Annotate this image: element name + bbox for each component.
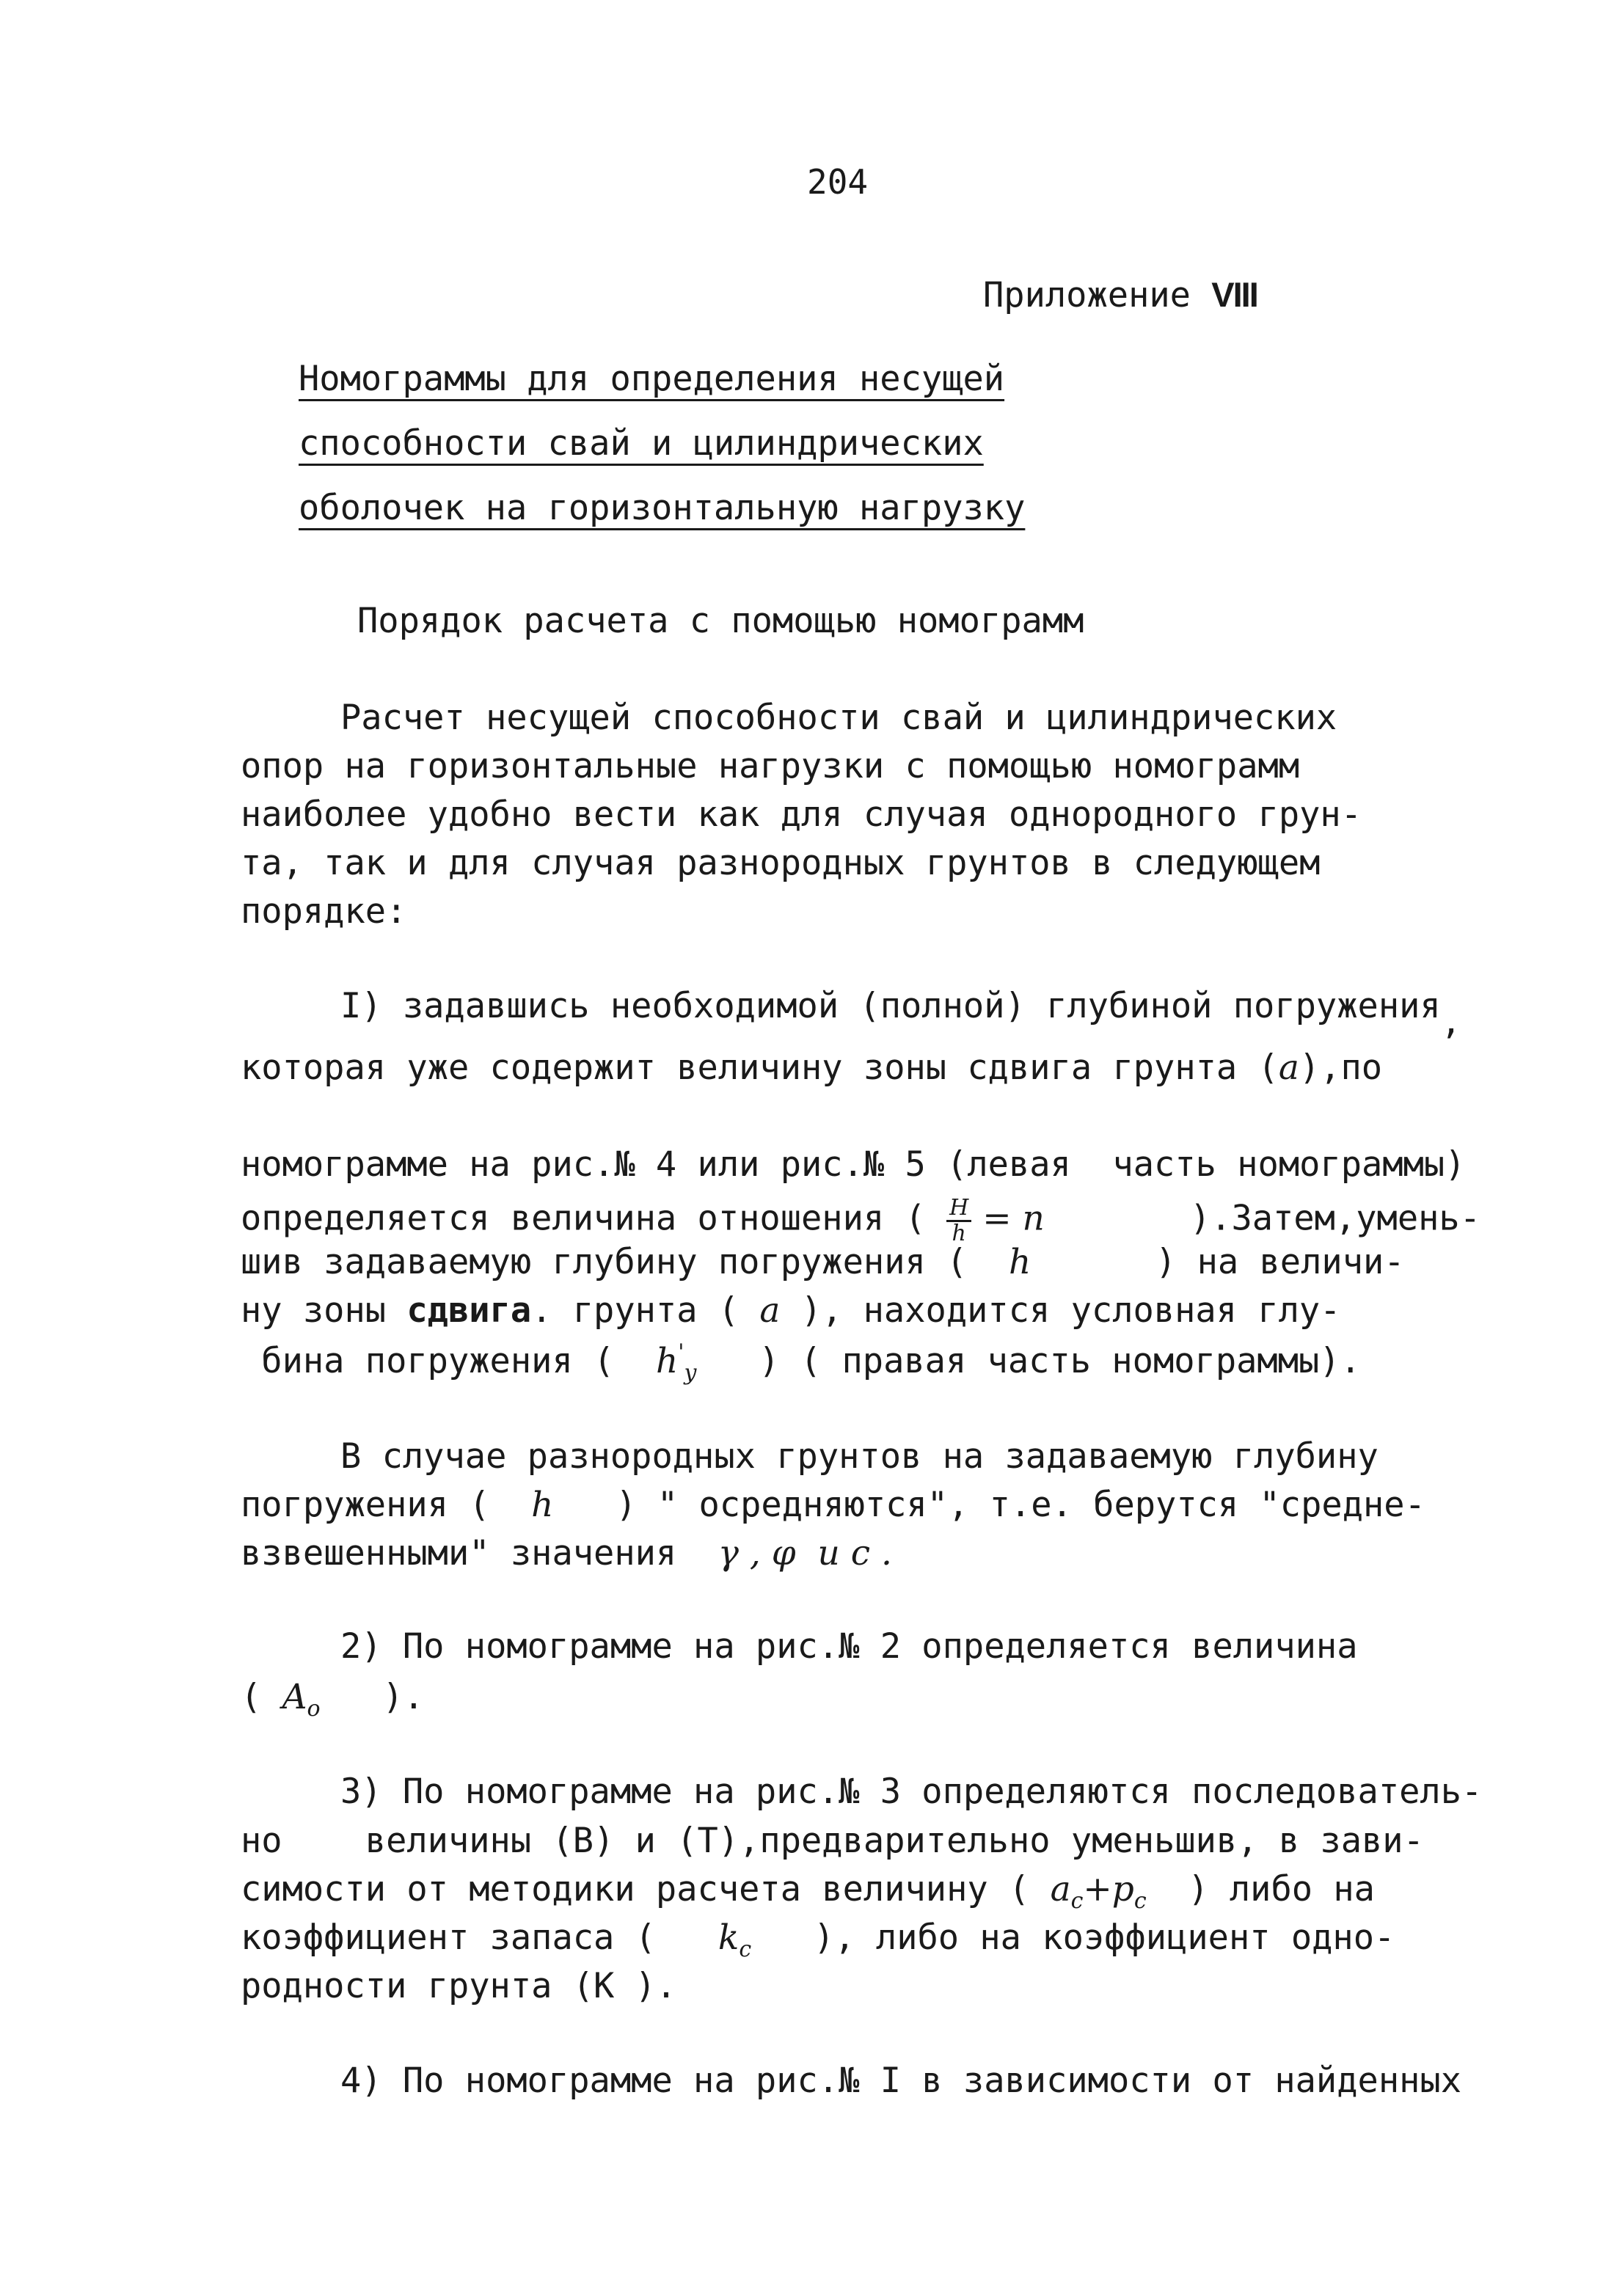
para2-line-2-text: погружения (: [241, 1485, 532, 1525]
step1-line-4-end: ).Затем,умень-: [1044, 1198, 1481, 1239]
step3-line-3: [241, 1869, 1375, 1914]
step4-line-1: 4) По номограмме на рис.№ I в зависимости от найденных: [340, 2061, 1462, 2101]
step1-line-6: [241, 1290, 1341, 1331]
symbols-gamma-phi-c: γ , φ и c .: [717, 1533, 892, 1573]
symbol-a: a: [1278, 1048, 1299, 1088]
step3-line-1: 3) По номограмме на рис.№ 3 определяются последователь-: [340, 1772, 1483, 1812]
intro-line-2: опор на горизонтальные нагрузки с помощью номограмм: [241, 746, 1300, 786]
step2-line-2-end: ).: [320, 1677, 425, 1717]
step1-line-6-mid: . грунта (: [531, 1290, 760, 1331]
step1-line-7: [241, 1339, 1361, 1386]
step1-line-2-end: ),по: [1299, 1048, 1383, 1088]
intro-line-4: та, так и для случая разнородных грунтов в следующем: [241, 843, 1321, 883]
symbol-k: k: [717, 1917, 740, 1958]
para2-line-3-text: взвешенными" значения: [241, 1533, 718, 1573]
step2-line-1: 2) По номограмме на рис.№ 2 определяется величина: [340, 1626, 1358, 1667]
symbol-subscript-y: y: [684, 1360, 697, 1386]
step1-line-2-text: которая уже содержит величину зоны сдвига грунта (: [241, 1048, 1279, 1088]
page-number: 204: [807, 162, 869, 202]
appendix-word: Приложение: [983, 275, 1191, 315]
symbol-h: h: [531, 1485, 554, 1525]
step3-line-2: но величины (B) и (T),предварительно уменьшив, в зави-: [241, 1821, 1424, 1861]
step3-line-4-text: коэффициент запаса (: [241, 1917, 718, 1958]
symbol-a: a: [759, 1290, 781, 1331]
step1-line-2: [241, 1048, 1383, 1088]
step1-line-6-end: ), находится условная глу-: [780, 1290, 1341, 1331]
symbol-h: h: [1008, 1242, 1031, 1282]
step1-line-5-end: ) на величи-: [1031, 1242, 1405, 1282]
step1-line-1-comma: ,: [1440, 1002, 1462, 1042]
step2-line-2: [241, 1677, 425, 1722]
step1-line-3: номограмме на рис.№ 4 или рис.№ 5 (левая часть номограммы): [241, 1144, 1466, 1185]
symbol-a: a: [1050, 1869, 1071, 1909]
para2-line-2: [241, 1485, 1425, 1525]
step1-line-5: [241, 1242, 1405, 1282]
step1-line-4-text: определяется величина отношения (: [241, 1198, 947, 1239]
title-line-1: Номограммы для определения несущей: [299, 359, 1005, 399]
fraction-equals-n: = n: [971, 1198, 1045, 1239]
symbol-prime: ': [678, 1339, 684, 1365]
section-heading: Порядок расчета с помощью номограмм: [357, 601, 1084, 641]
step3-line-4-end: ), либо на коэффициент одно-: [751, 1917, 1395, 1958]
step1-line-5-text: шив задаваемую глубину погружения (: [241, 1242, 1009, 1282]
symbol-plus: +: [1083, 1869, 1112, 1909]
appendix-roman: VIII: [1211, 275, 1257, 314]
intro-line-3: наиболее удобно вести как для случая однородного грун-: [241, 794, 1362, 835]
step3-line-5: родности грунта (К ).: [241, 1966, 677, 2006]
symbol-subscript-c: c: [739, 1937, 752, 1962]
step2-line-2-text: (: [241, 1677, 282, 1717]
step1-line-7-end: ) ( правая часть номограммы).: [696, 1341, 1361, 1381]
title-line-3: оболочек на горизонтальную нагрузку: [299, 488, 1026, 528]
intro-line-1: Расчет несущей способности свай и цилиндрических: [340, 698, 1337, 738]
fraction-numerator: H: [946, 1196, 971, 1222]
symbol-p: p: [1111, 1869, 1134, 1909]
step1-line-6-bold: сдвига: [406, 1290, 532, 1331]
step1-line-4: [241, 1196, 1480, 1245]
fraction-h-over-h: [946, 1196, 971, 1245]
step3-line-4: [241, 1917, 1395, 1962]
title-line-2: способности свай и цилиндрических: [299, 423, 984, 464]
para2-line-1: В случае разнородных грунтов на задаваемую глубину: [340, 1436, 1379, 1477]
step1-line-6-text: ну зоны: [241, 1290, 407, 1331]
para2-line-3: [241, 1533, 892, 1573]
para2-line-2-end: ) " осредняются", т.е. берутся "средне-: [553, 1485, 1425, 1525]
step3-line-3-text: симости от методики расчета величину (: [241, 1869, 1051, 1909]
symbol-subscript-c: c: [1070, 1888, 1084, 1914]
step3-line-3-end: ) либо на: [1146, 1869, 1375, 1909]
step1-line-1: [340, 986, 1462, 1042]
step1-line-7-text: бина погружения (: [241, 1341, 656, 1381]
symbol-A: A: [282, 1677, 307, 1717]
symbol-subscript-c: c: [1133, 1888, 1147, 1914]
symbol-subscript-o: o: [307, 1696, 321, 1722]
appendix-label: [983, 275, 1257, 315]
step1-line-1-text: I) задавшись необходимой (полной) глубиной погружения: [340, 986, 1441, 1026]
symbol-h: h: [655, 1341, 679, 1381]
fraction-denominator: h: [952, 1220, 966, 1246]
intro-line-5: порядке:: [241, 891, 407, 932]
